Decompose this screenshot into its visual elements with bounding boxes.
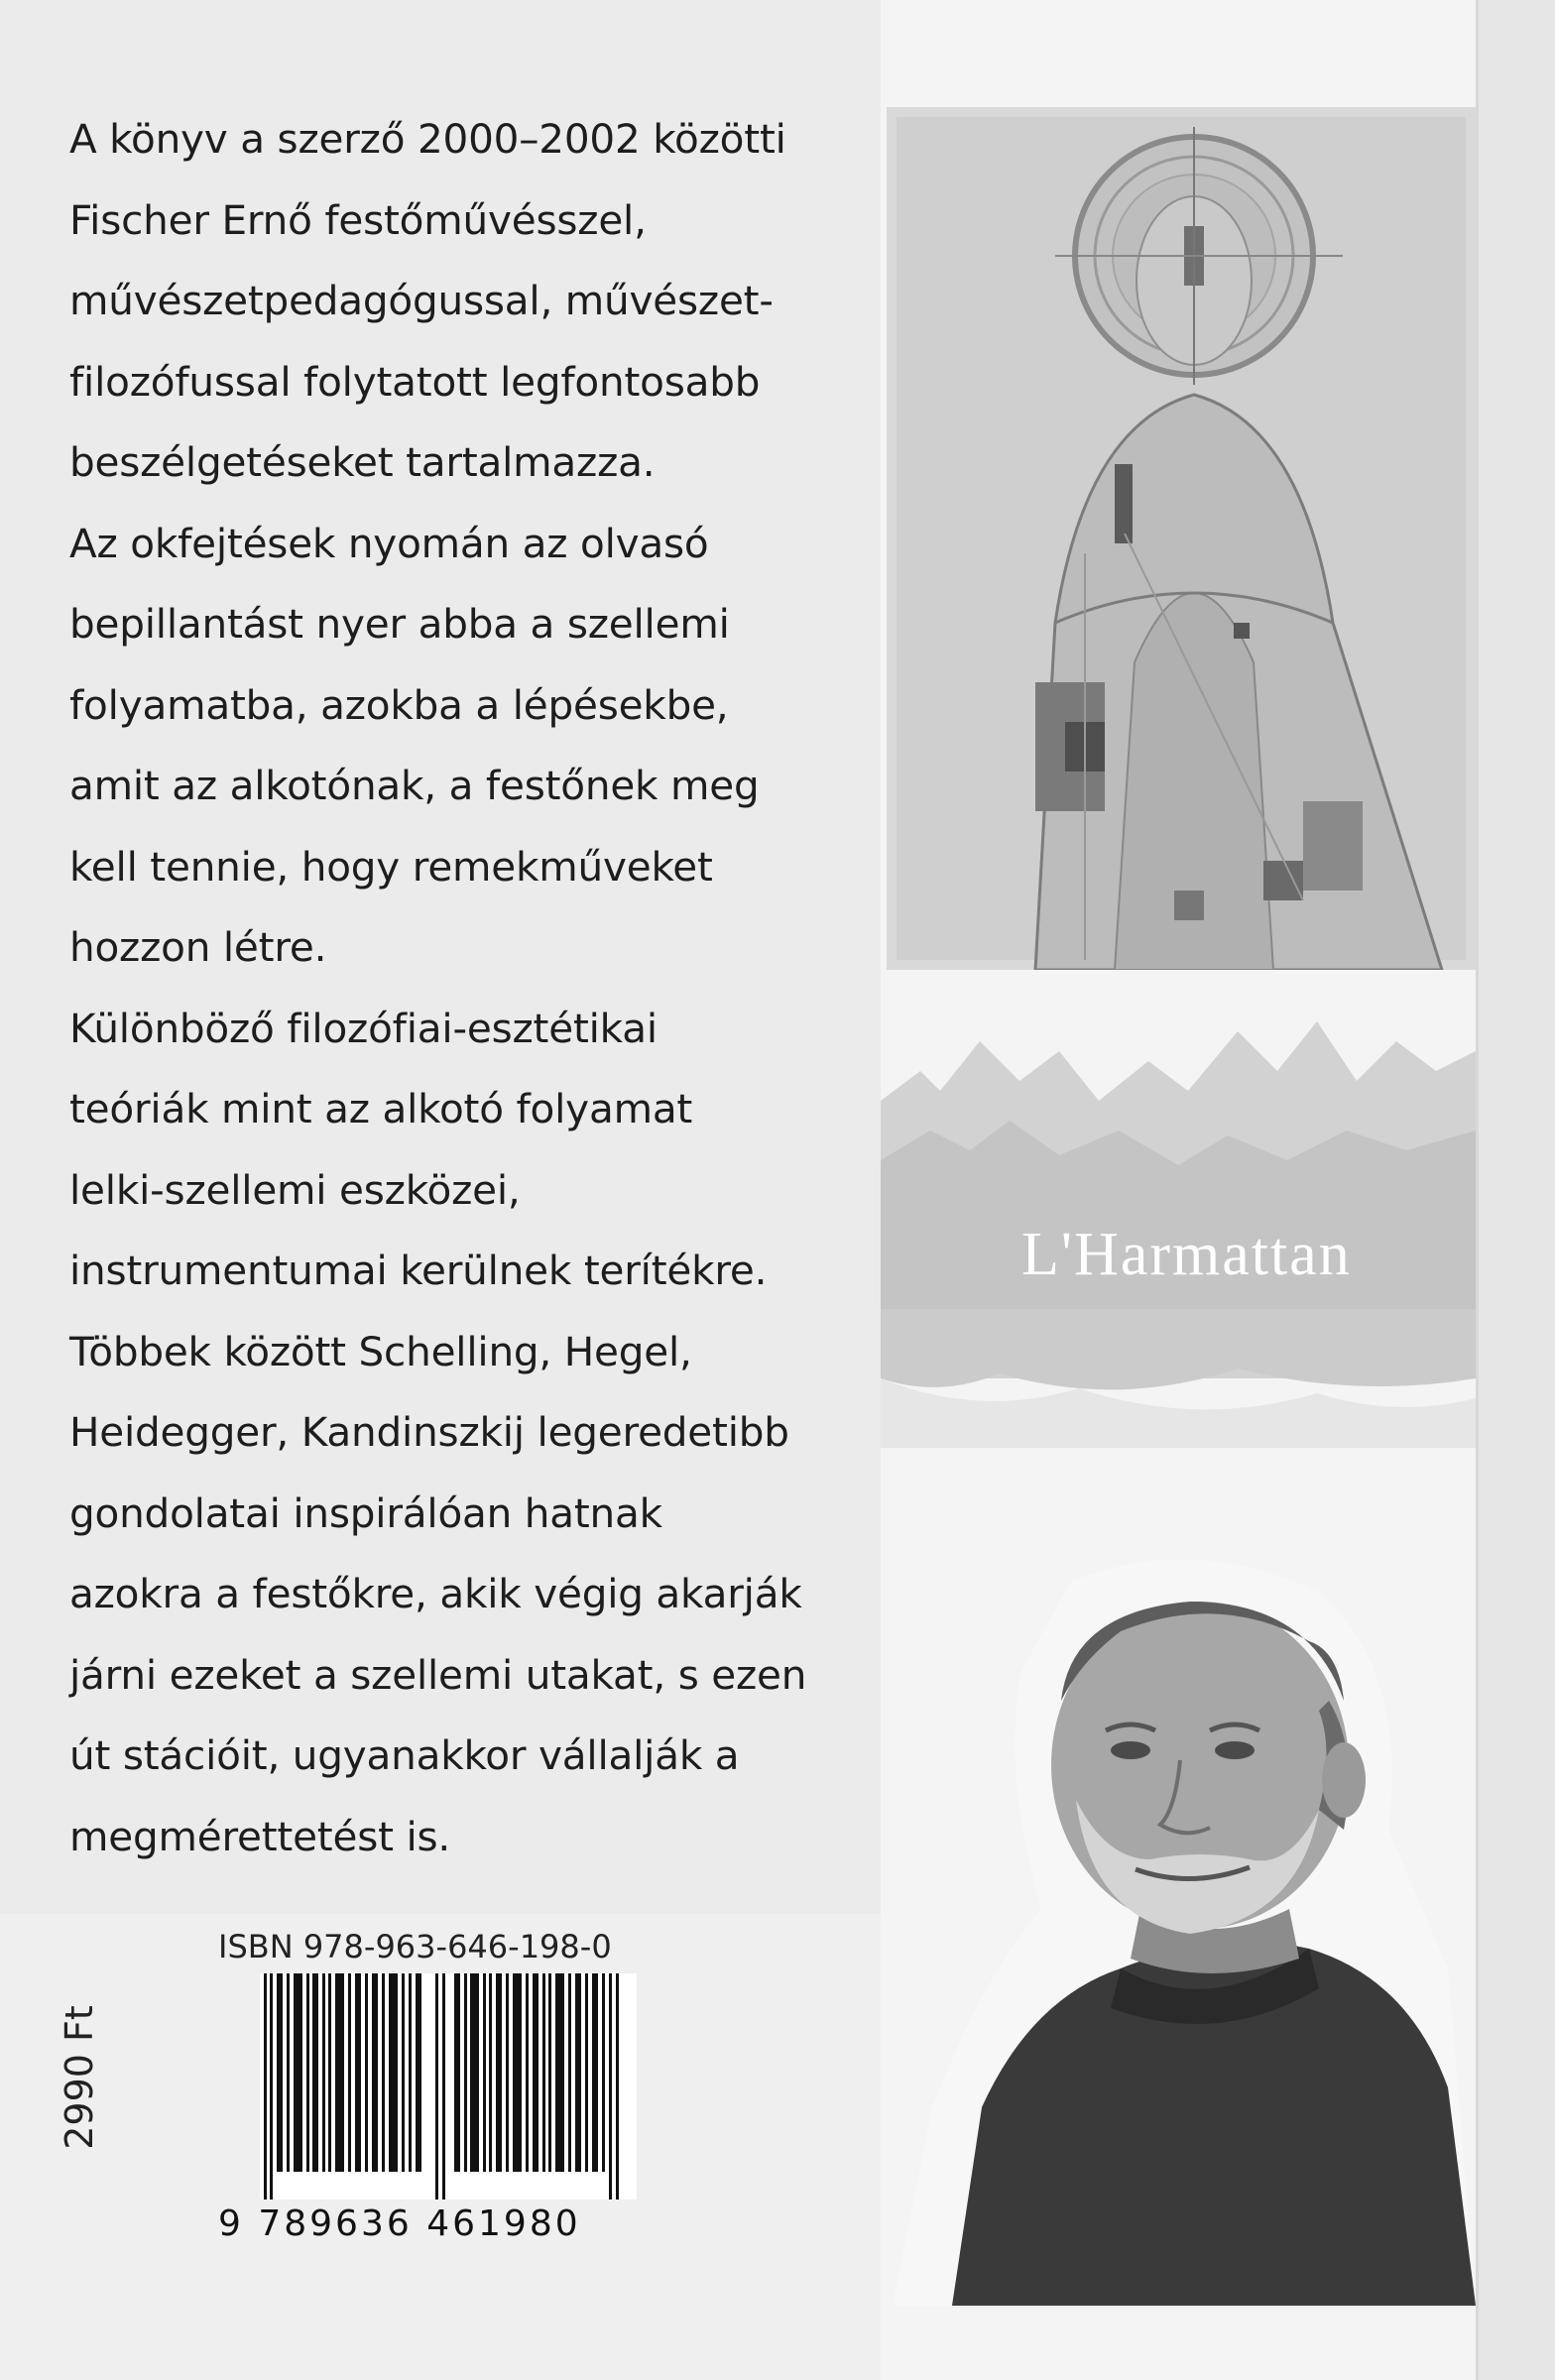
cover-edge-line bbox=[1476, 0, 1479, 2380]
book-blurb: A könyv a szerző 2000–2002 közötti Fischer Ernő festőművésszel, művészetpedagógussal, művészet- filozófussal folytatott legfontosabb beszélgetéseket tartalmazza. Az okfejtések nyomán az olvasó bepillantást nyer abba a szellemi folyamatba, azokba a lépésekbe, amit az alkotónak, a festőnek meg kell tennie, hogy remekműveket hozzon létre. Különböző filozófiai-esztétikai teóriák mint az alkotó folyamat lelki-szellemi eszközei, instrumentumai kerülnek terítékre. Többek között Schelling, Hegel, Heidegger, Kandinszkij legeredetibb gondolatai inspirálóan hatnak azokra a festőkre, akik végig akarják járni ezeket a szellemi utakat, s ezen út stációit, ugyanakkor vállalják a megmérettetést is. bbox=[69, 115, 807, 1860]
forest-silhouette-image bbox=[881, 982, 1476, 1448]
price-label: 2990 Ft bbox=[58, 2005, 101, 2150]
cover-edge bbox=[1476, 0, 1555, 2380]
publisher-logo: L'Harmattan bbox=[1021, 1221, 1352, 1288]
isbn-barcode bbox=[260, 1973, 637, 2200]
icon-painting-image bbox=[887, 107, 1476, 970]
author-portrait-image bbox=[893, 1552, 1476, 2306]
barcode-digits: 9 789636 461980 bbox=[218, 2203, 581, 2244]
isbn-label: ISBN 978-963-646-198-0 bbox=[218, 1928, 612, 1965]
